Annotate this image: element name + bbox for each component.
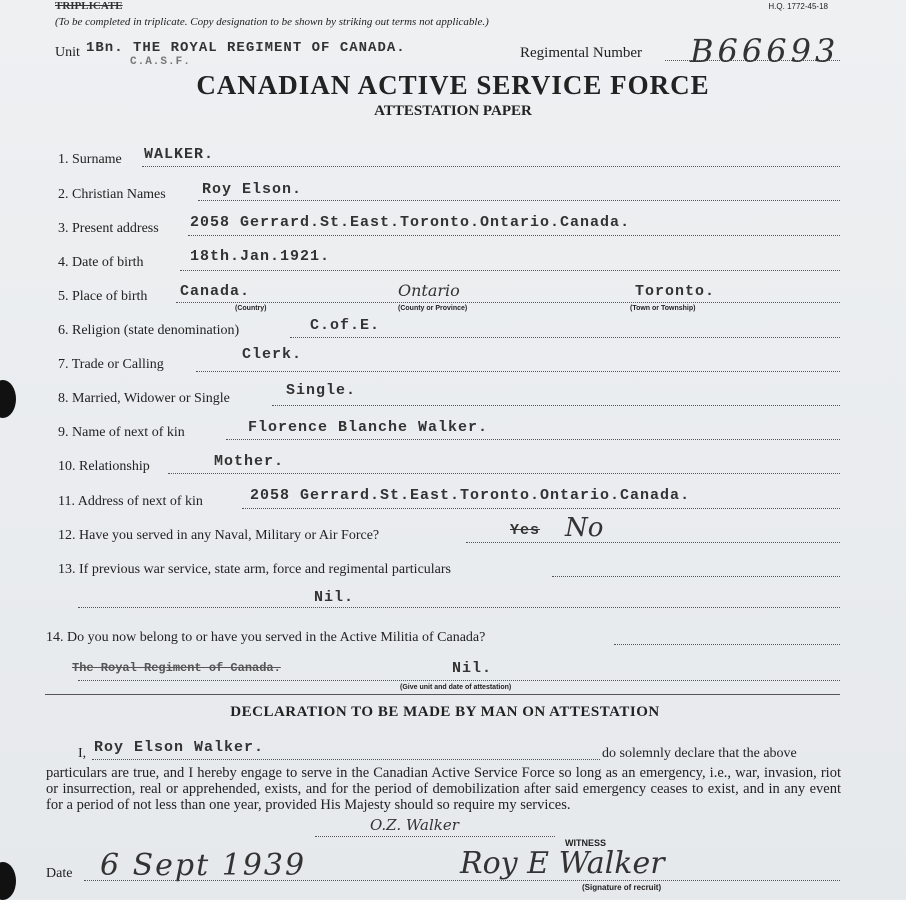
marital-status-line [272, 405, 840, 406]
christian-names-line [198, 200, 840, 201]
next-of-kin-value: Florence Blanche Walker. [248, 419, 489, 436]
present-address-label: 3. Present address [58, 221, 159, 236]
marital-status-value: Single. [286, 382, 357, 399]
date-value: 6 Sept 1939 [100, 848, 307, 883]
previous-war-line-2 [78, 607, 840, 608]
unit-value-secondary: C.A.S.F. [130, 56, 191, 68]
unit-value: 1Bn. THE ROYAL REGIMENT OF CANADA. [86, 40, 406, 56]
religion-value: C.of.E. [310, 317, 381, 334]
prior-service-value: No [565, 513, 604, 543]
date-of-birth-label: 4. Date of birth [58, 255, 144, 270]
section-divider [45, 694, 840, 695]
declaration-name-line [92, 759, 600, 760]
prior-service-struck: Yes [510, 522, 541, 539]
form-copy-word: TRIPLICATE [55, 0, 123, 12]
relationship-label: 10. Relationship [58, 459, 150, 474]
relationship-line [168, 473, 840, 474]
surname-label: 1. Surname [58, 152, 122, 167]
regimental-number-value: B66693 [690, 32, 840, 70]
surname-line [142, 166, 840, 167]
form-title: CANADIAN ACTIVE SERVICE FORCE [196, 70, 710, 100]
trade-value: Clerk. [242, 346, 303, 363]
unit-label: Unit [55, 45, 80, 60]
regimental-number-label: Regimental Number [520, 45, 643, 61]
active-militia-caption: (Give unit and date of attestation) [400, 684, 512, 691]
active-militia-struck: The Royal Regiment of Canada. [72, 661, 281, 675]
form-subtitle: ATTESTATION PAPER [374, 103, 532, 119]
previous-war-label: 13. If previous war service, state arm, force and regimental particulars [58, 562, 451, 577]
witness-signature: O.Z. Walker [370, 816, 459, 834]
previous-war-line-1 [552, 576, 840, 577]
country-caption: (Country) [235, 305, 267, 312]
surname-value: WALKER. [144, 146, 215, 163]
recruit-signature: Roy E Walker [460, 846, 665, 881]
instruction-text: (To be completed in triplicate. Copy designation to be shown by striking out terms not applicable.) [55, 16, 489, 28]
date-of-birth-line [180, 270, 840, 271]
prior-service-label: 12. Have you served in any Naval, Military or Air Force? [58, 528, 380, 543]
place-of-birth-town: Toronto. [635, 283, 716, 300]
place-of-birth-label: 5. Place of birth [58, 289, 148, 304]
place-of-birth-county: Ontario [398, 281, 460, 300]
prior-service-line [466, 542, 840, 543]
date-label: Date [46, 866, 73, 881]
date-of-birth-value: 18th.Jan.1921. [190, 248, 331, 265]
marital-status-label: 8. Married, Widower or Single [58, 391, 230, 406]
active-militia-value: Nil. [452, 660, 493, 677]
witness-line [315, 836, 555, 837]
recruit-signature-caption: (Signature of recruit) [582, 883, 662, 892]
christian-names-label: 2. Christian Names [58, 187, 166, 202]
declaration-name-value: Roy Elson Walker. [94, 739, 265, 756]
witness-label: WITNESS [565, 838, 607, 848]
place-of-birth-country: Canada. [180, 283, 251, 300]
christian-names-value: Roy Elson. [202, 181, 303, 198]
next-of-kin-address-label: 11. Address of next of kin [58, 494, 203, 509]
trade-label: 7. Trade or Calling [58, 357, 164, 372]
form-number: H.Q. 1772-45-18 [768, 2, 828, 11]
town-caption: (Town or Township) [630, 305, 696, 312]
previous-war-value: Nil. [314, 589, 355, 606]
declaration-line1-end: do solemnly declare that the above [602, 746, 797, 761]
active-militia-line-2 [78, 680, 840, 681]
next-of-kin-line [226, 439, 840, 440]
next-of-kin-address-line [242, 508, 840, 509]
relationship-value: Mother. [214, 453, 285, 470]
declaration-i-label: I, [78, 746, 87, 761]
declaration-body: particulars are true, and I hereby engage to serve in the Canadian Active Service Force so long as an emergency, i.e., war, invasion, riot or insurrection, real or apprehended, exists, and for the period of demobilization after said emergency ceases to exist, and in any event for a period of not less than one year, provided His Majesty should so require my services. [46, 765, 841, 813]
binder-hole [0, 380, 16, 418]
religion-label: 6. Religion (state denomination) [58, 323, 240, 338]
religion-line [290, 337, 840, 338]
place-of-birth-line [176, 302, 840, 303]
trade-line [196, 371, 840, 372]
present-address-line [188, 235, 840, 236]
active-militia-line-1 [614, 644, 840, 645]
binder-hole [0, 862, 16, 900]
declaration-title: DECLARATION TO BE MADE BY MAN ON ATTESTATION [230, 704, 660, 720]
next-of-kin-address-value: 2058 Gerrard.St.East.Toronto.Ontario.Canada. [250, 487, 691, 504]
county-caption: (County or Province) [398, 305, 468, 312]
next-of-kin-label: 9. Name of next of kin [58, 425, 185, 440]
present-address-value: 2058 Gerrard.St.East.Toronto.Ontario.Canada. [190, 214, 631, 231]
active-militia-label: 14. Do you now belong to or have you served in the Active Militia of Canada? [46, 630, 486, 645]
